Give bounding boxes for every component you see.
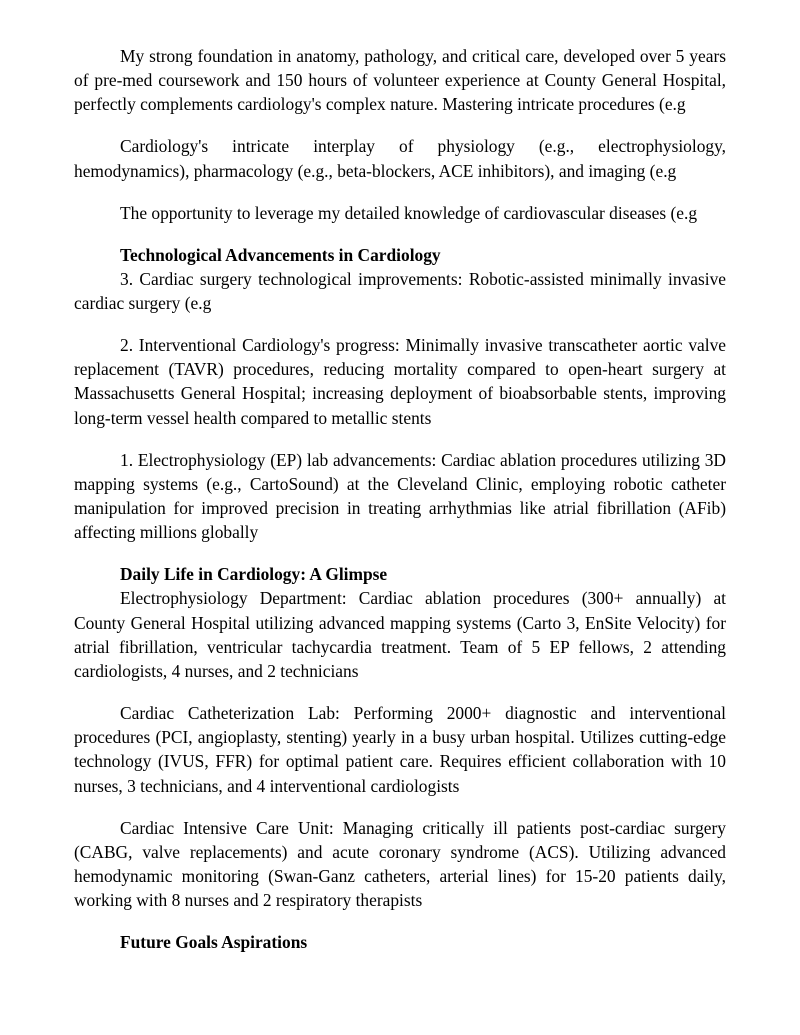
- paragraph-cardiac-surgery: 3. Cardiac surgery technological improvements: Robotic-assisted minimally invasive cardiac surgery (e.g: [74, 268, 726, 314]
- heading-future-goals: Future Goals Aspirations: [120, 932, 308, 953]
- paragraph-interventional: 2. Interventional Cardiology's progress: Minimally invasive transcatheter aortic valve replacement (TAVR) procedures, reducing mortality compared to open-heart surgery at Massachusetts General Hospital; increasing deployment of bioabsorbable stents, improving long-term vessel health compared to metallic stents: [74, 335, 726, 428]
- heading-daily-life: Daily Life in Cardiology: A Glimpse: [120, 564, 388, 585]
- paragraph-opportunity: The opportunity to leverage my detailed knowledge of cardiovascular diseases (e.g: [120, 202, 698, 223]
- paragraph-ep-department: Electrophysiology Department: Cardiac ablation procedures (300+ annually) at County General Hospital utilizing advanced mapping systems (Carto 3, EnSite Velocity) for atrial fibrillation, ventricular tachycardia treatment. Team of 5 EP fellows, 2 attending cardiologists, 4 nurses, and 2 technicians: [74, 588, 726, 682]
- paragraph-cath-lab: Cardiac Catheterization Lab: Performing 2000+ diagnostic and interventional procedures (PCI, angioplasty, stenting) yearly in a busy urban hospital. Utilizes cutting-edge technology (IVUS, FFR) for optimal patient care. Requires efficient collaboration with 10 nurses, 3 technicians, and 4 interventional cardiologists: [74, 703, 726, 796]
- paragraph-electrophysiology-lab: 1. Electrophysiology (EP) lab advancements: Cardiac ablation procedures utilizing 3D mapping systems (e.g., CartoSound) at the Cleveland Clinic, employing robotic catheter manipulation for improved precision in treating arrhythmias like atrial fibrillation (AFib) affecting millions globally: [74, 449, 726, 543]
- paragraph-foundation: My strong foundation in anatomy, pathology, and critical care, developed over 5 years of pre-med coursework and 150 hours of volunteer experience at County General Hospital, perfectly complements cardiology's complex nature. Mastering intricate procedures (e.g: [74, 46, 726, 115]
- document-page: [74, 44, 726, 954]
- paragraph-interplay: Cardiology's intricate interplay of physiology (e.g., electrophysiology, hemodynamics), pharmacology (e.g., beta-blockers, ACE inhibitors), and imaging (e.g: [74, 136, 726, 181]
- heading-technological-advancements: Technological Advancements in Cardiology: [120, 244, 441, 265]
- paragraph-icu: Cardiac Intensive Care Unit: Managing critically ill patients post-cardiac surgery (CABG, valve replacements) and acute coronary syndrome (ACS). Utilizing advanced hemodynamic monitoring (Swan-Ganz catheters, arterial lines) for 15-20 patients daily, working with 8 nurses and 2 respiratory therapists: [74, 817, 726, 911]
